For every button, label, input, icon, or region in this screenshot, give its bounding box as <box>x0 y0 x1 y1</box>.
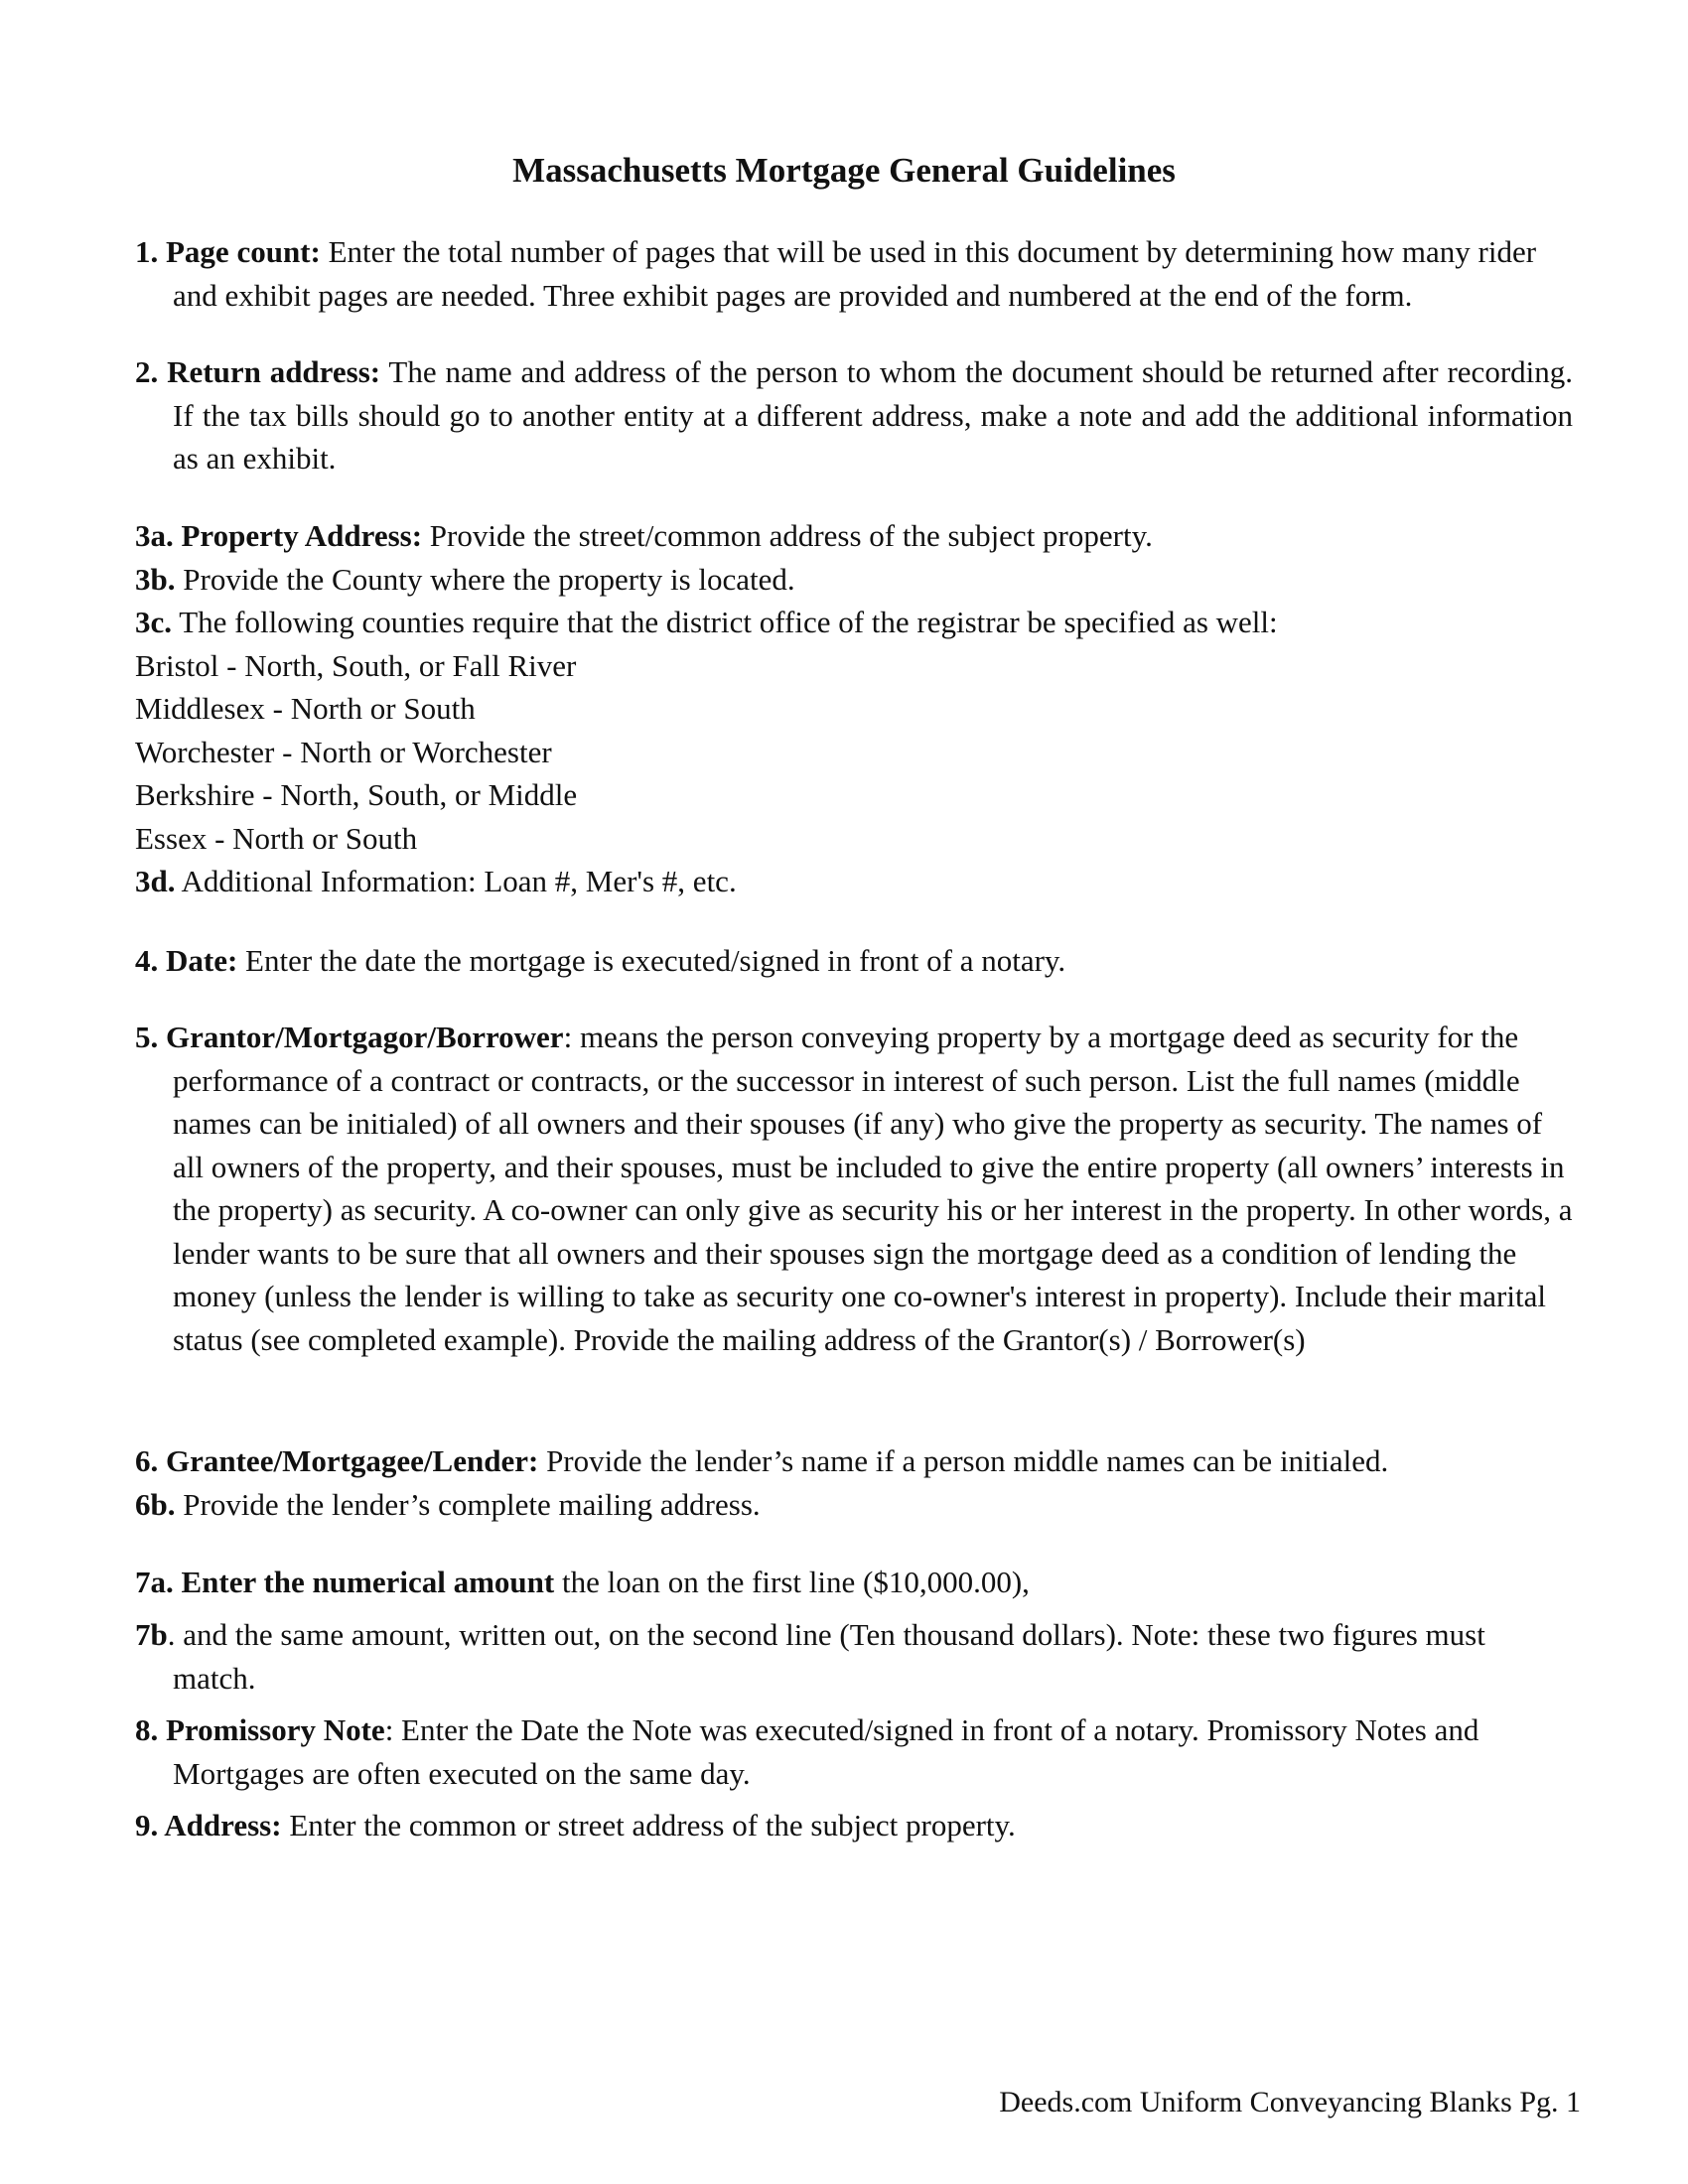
page-title: Massachusetts Mortgage General Guidelines <box>512 151 1176 190</box>
item-label: 9. Address: <box>135 1808 282 1843</box>
item-label: 6b. <box>135 1486 176 1522</box>
item-text: Provide the lender’s complete mailing address. <box>175 1486 761 1522</box>
item-label: 6. Grantee/Mortgagee/Lender: <box>135 1443 539 1478</box>
item-label: 3a. Property Address: <box>135 518 423 553</box>
item-text: the loan on the first line ($10,000.00), <box>554 1565 1030 1599</box>
item-label: 7a. Enter the numerical amount <box>135 1565 555 1599</box>
item-7b <box>135 1613 1573 1700</box>
item-3b <box>135 558 1573 602</box>
county-line: Essex - North or South <box>135 820 418 856</box>
item-4 <box>135 939 1573 983</box>
item-6 <box>135 1439 1573 1483</box>
item-label: 1. Page count: <box>135 234 321 269</box>
item-3c <box>135 601 1573 644</box>
item-label: 3b. <box>135 561 176 597</box>
item-3d <box>135 860 1573 903</box>
county-line: Middlesex - North or South <box>135 691 476 726</box>
county-line: Worchester - North or Worchester <box>135 734 552 769</box>
item-label: 5. Grantor/Mortgagor/Borrower <box>135 1020 564 1054</box>
item-text: Provide the County where the property is located. <box>175 561 795 597</box>
section-3 <box>135 514 1573 903</box>
item-7a <box>135 1561 1573 1604</box>
item-label: 4. Date: <box>135 943 238 978</box>
item-text: . and the same amount, written out, on the second line (Ten thousand dollars). Note: these two figures must match. <box>167 1617 1485 1696</box>
item-text: The following counties require that the district office of the registrar be specified as well: <box>172 605 1278 639</box>
item-text: : Enter the Date the Note was executed/signed in front of a notary. Promissory Notes and Mortgages are often executed on the same day. <box>173 1712 1479 1791</box>
item-3a <box>135 514 1573 558</box>
item-8 <box>135 1708 1573 1795</box>
item-1 <box>135 230 1573 317</box>
item-label: 8. Promissory Note <box>135 1712 385 1747</box>
item-text: Enter the total number of pages that will be used in this document by determining how many rider and exhibit pages are needed. Three exhibit pages are provided and numbered at the end of the form. <box>173 234 1537 313</box>
section-6 <box>135 1439 1573 1526</box>
item-label: 3d. <box>135 864 176 898</box>
item-label: 2. Return address: <box>135 354 381 389</box>
item-2 <box>135 350 1573 480</box>
item-9 <box>135 1804 1573 1847</box>
item-text: Provide the street/common address of the subject property. <box>422 518 1153 553</box>
item-text: Additional Information: Loan #, Mer's #, etc. <box>175 864 737 898</box>
item-6b <box>135 1483 1573 1527</box>
page-footer: Deeds.com Uniform Conveyancing Blanks Pg. 1 <box>999 2086 1581 2118</box>
item-text: : means the person conveying property by a mortgage deed as security for the performance of a contract or contracts, or the successor in interest of such person. List the full names (middle names can be initialed) of all owners and their spouses (if any) who give the property as security. The names of all owners of the property, and their spouses, must be included to give the entire property (all owners’ interests in the property) as security. A co-owner can only give as security his or her interest in the property. In other words, a lender wants to be sure that all owners and their spouses sign the mortgage deed as a condition of lending the money (unless the lender is willing to take as security one co-owner's interest in property). Include their marital status (see completed example). Provide the mailing address of the Grantor(s) / Borrower(s) <box>173 1020 1573 1357</box>
county-line: Berkshire - North, South, or Middle <box>135 777 578 812</box>
item-text: Enter the date the mortgage is executed/signed in front of a notary. <box>237 943 1066 978</box>
item-label: 3c. <box>135 605 173 639</box>
county-line: Bristol - North, South, or Fall River <box>135 647 577 683</box>
item-label: 7b <box>135 1617 168 1652</box>
item-text: The name and address of the person to whom the document should be returned after recording. If the tax bills should go to another entity at a different address, make a note and add the additional information as an exhibit. <box>173 354 1573 476</box>
item-text: Enter the common or street address of the subject property. <box>281 1808 1016 1843</box>
item-5 <box>135 1016 1573 1361</box>
item-text: Provide the lender’s name if a person middle names can be initialed. <box>538 1443 1389 1478</box>
